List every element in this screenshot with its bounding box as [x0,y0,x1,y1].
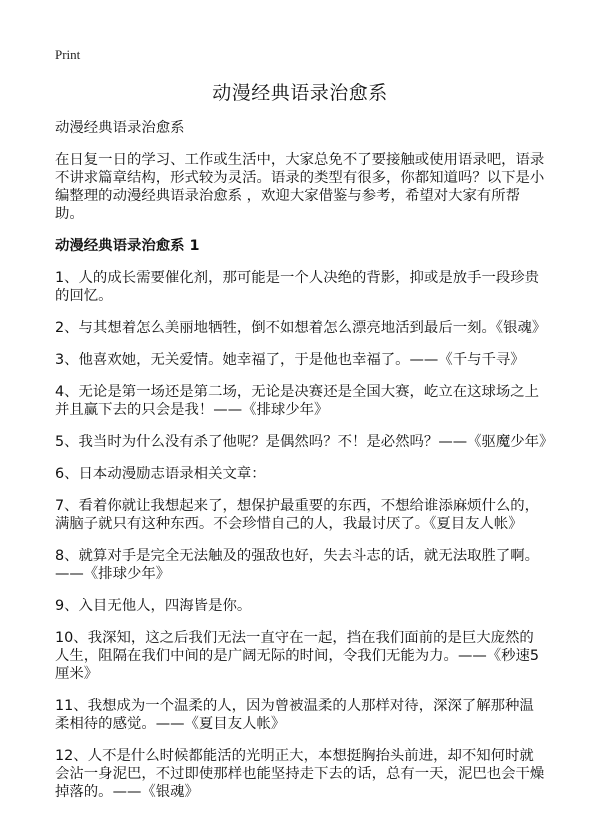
subtitle: 动漫经典语录治愈系 [55,120,185,136]
quote-item: 5、我当时为什么没有杀了他呢？是偶然吗？不！是必然吗？——《驱魔少年》 [55,434,554,450]
quote-item: 2、与其想着怎么美丽地牺牲，倒不如想着怎么漂亮地活到最后一刻。《银魂》 [55,320,547,336]
print-link[interactable]: Print [55,47,81,62]
quote-item: 10、我深知，这之后我们无法一直守在一起，挡在我们面前的是巨大庞然的人生，阻隔在我们中间的是广阔无际的时间，令我们无能为力。——《秒速5厘米》 [55,630,540,682]
quote-item: 3、他喜欢她，无关爱情。她幸福了，于是他也幸福了。——《千与千寻》 [55,352,525,368]
quote-item: 1、人的成长需要催化剂，那可能是一个人决绝的背影，抑或是放手一段珍贵的回忆。 [55,270,540,304]
quote-item: 6、日本动漫励志语录相关文章： [55,466,266,482]
section-heading: 动漫经典语录治愈系 1 [55,238,200,254]
page-title: 动漫经典语录治愈系 [212,82,388,104]
document-body [55,119,554,815]
quote-item: 9、入目无他人，四海皆是你。 [55,598,252,614]
quote-item: 4、无论是第一场还是第二场，无论是决赛还是全国大赛，屹立在这球场之上并且赢下去的只会是我！——《排球少年》 [55,384,540,418]
quote-item: 7、看着你就让我想起来了，想保护最重要的东西，不想给谁添麻烦什么的，满脑子就只有这种东西。不会珍惜自己的人，我最讨厌了。《夏目友人帐》 [55,498,540,532]
intro-paragraph: 在日复一日的学习、工作或生活中，大家总免不了要接触或使用语录吧，语录不讲求篇章结构，形式较为灵活。语录的类型有很多，你都知道吗？以下是小编整理的动漫经典语录治愈系 ，欢迎大家借鉴与参考，希望对大家有所帮助。 [55,152,545,222]
quote-item: 12、人不是什么时候都能活的光明正大，本想挺胸抬头前进，却不知何时就会沾一身泥巴，不过即使那样也能坚持走下去的话，总有一天，泥巴也会干燥掉落的。——《银魂》 [55,748,545,800]
quote-item: 8、就算对手是完全无法触及的强敌也好，失去斗志的话，就无法取胜了啊。——《排球少年》 [55,548,540,582]
quote-item: 11、我想成为一个温柔的人，因为曾被温柔的人那样对待，深深了解那种温柔相待的感觉。——《夏目友人帐》 [55,698,534,732]
